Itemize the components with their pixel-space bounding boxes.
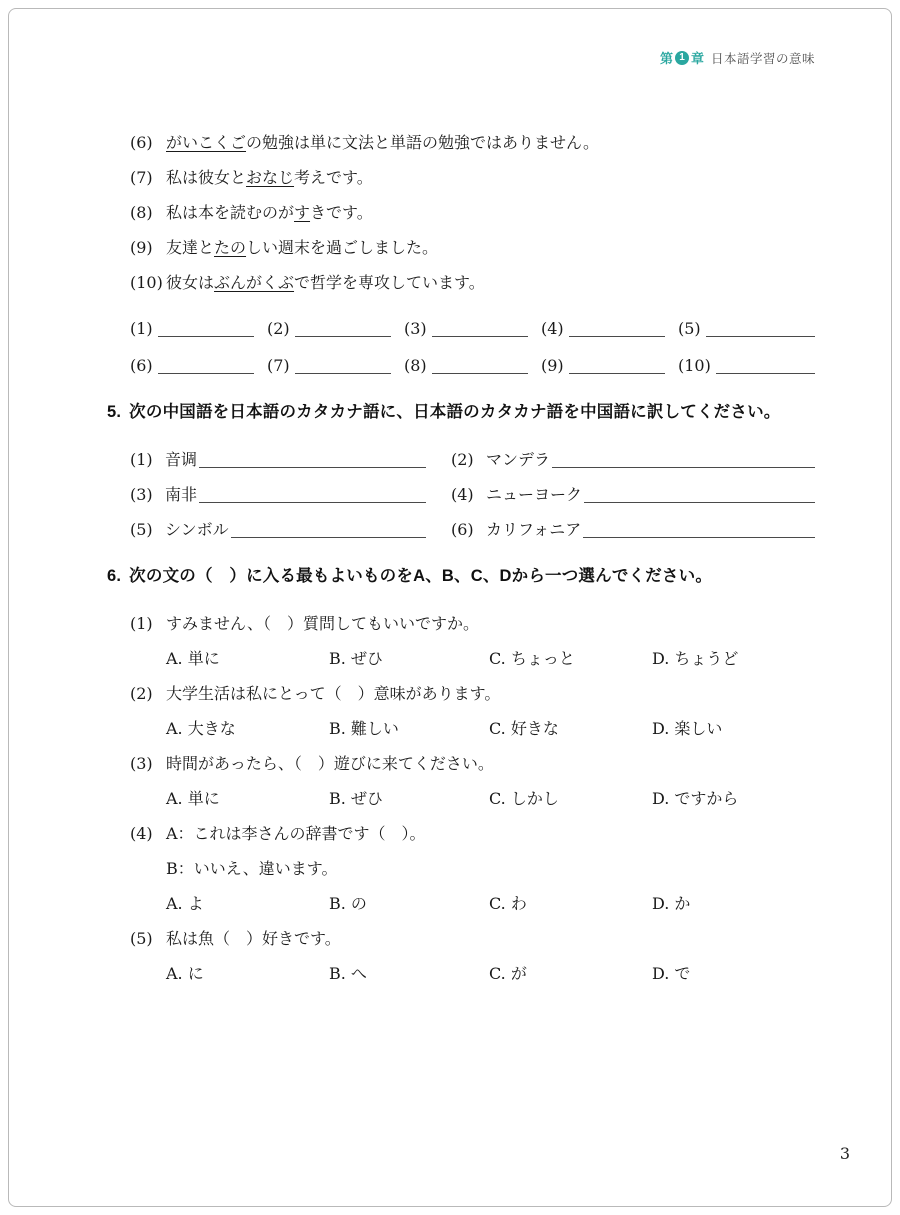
answer-blank [130, 318, 267, 340]
translation-item [130, 484, 426, 506]
question-3-options [166, 788, 815, 810]
option-b: B. ぜひ [329, 789, 383, 808]
sentence-pre: 私は本を読むのが [166, 203, 295, 222]
question-text-2: B：いいえ、違います。 [166, 859, 338, 878]
underlined-word: ぶんがくぶ [214, 273, 295, 292]
blank-line [584, 488, 815, 503]
blank-number: (3) [404, 319, 427, 338]
blank-number: (10) [678, 356, 711, 375]
item-number: (2) [451, 450, 474, 469]
fill-sentence-6 [130, 132, 815, 154]
blank-number: (1) [130, 319, 153, 338]
question-5 [130, 928, 815, 950]
fill-sentence-7 [130, 167, 815, 189]
question-3 [130, 753, 815, 775]
blank-line [295, 322, 391, 337]
translation-word: 南非 [165, 485, 198, 504]
blank-line [569, 322, 665, 337]
answer-blank [541, 318, 678, 340]
translation-item [130, 519, 426, 541]
question-1-options [166, 648, 815, 670]
underlined-word: おなじ [246, 168, 295, 187]
page-number: 3 [839, 1144, 850, 1163]
blank-line [552, 453, 815, 468]
answer-blank-row-2 [130, 355, 815, 377]
item-number: (5) [130, 520, 153, 539]
translation-item [451, 449, 815, 471]
sentence-pre: 友達と [166, 238, 215, 257]
item-number: (6) [451, 520, 474, 539]
question-2 [130, 683, 815, 705]
fill-sentence-9 [130, 237, 815, 259]
option-c: C. ちょっと [489, 649, 575, 668]
sentence-text [166, 237, 438, 259]
chapter-badge [660, 48, 704, 67]
blank-line [706, 322, 815, 337]
blank-line [432, 359, 528, 374]
translation-word: マンデラ [486, 450, 551, 469]
question-4-options [166, 893, 815, 915]
question-number: (5) [130, 929, 153, 948]
section6-heading [107, 565, 815, 587]
translation-row-3 [130, 519, 815, 541]
sentence-text [166, 132, 599, 154]
sentence-post: の勉強は単に文法と単語の勉強ではありません。 [246, 133, 599, 152]
underlined-word: す [294, 203, 311, 222]
question-number: (4) [130, 824, 153, 843]
answer-blank [267, 355, 404, 377]
option-c: C. が [489, 964, 527, 983]
option-a: A. に [166, 964, 204, 983]
option-d: D. で [652, 964, 691, 983]
blank-number: (6) [130, 356, 153, 375]
option-c: C. 好きな [489, 719, 559, 738]
item-number: (8) [130, 203, 153, 222]
underlined-word: たの [214, 238, 247, 257]
section6-number: 6. [107, 567, 122, 585]
answer-blank [541, 355, 678, 377]
option-d: D. か [652, 894, 691, 913]
answer-blank [678, 318, 815, 340]
option-a: A. 単に [166, 649, 220, 668]
section5-number: 5. [107, 403, 122, 421]
option-d: D. ちょうど [652, 649, 739, 668]
translation-item [451, 484, 815, 506]
question-4 [130, 823, 815, 845]
item-number: (6) [130, 133, 153, 152]
sentence-text [166, 167, 373, 189]
option-a: A. 大きな [166, 719, 236, 738]
sentence-post: 考えです。 [294, 168, 373, 187]
blank-line [158, 322, 254, 337]
question-4-line-2 [130, 858, 815, 880]
fill-sentence-8 [130, 202, 815, 224]
sentence-pre: 彼女は [166, 273, 215, 292]
section6-heading-text: 次の文の（ ）に入る最もよいものをA、B、C、Dから一つ選んでください。 [129, 567, 713, 585]
question-1 [130, 613, 815, 635]
blank-number: (8) [404, 356, 427, 375]
item-number: (10) [130, 273, 163, 292]
option-b: B. の [329, 894, 367, 913]
item-number: (3) [130, 485, 153, 504]
blank-line [716, 359, 815, 374]
blank-number: (4) [541, 319, 564, 338]
sentence-text [166, 202, 373, 224]
translation-word: カリフォニア [486, 520, 582, 539]
section5-heading [107, 401, 815, 423]
translation-item [451, 519, 815, 541]
fill-sentence-10 [130, 272, 815, 294]
answer-blank-row-1 [130, 318, 815, 340]
question-number: (1) [130, 614, 153, 633]
chapter-suffix: 章 [690, 51, 704, 66]
blank-line [569, 359, 665, 374]
answer-blank [404, 355, 541, 377]
question-number: (3) [130, 754, 153, 773]
question-text: すみません、（ ）質問してもいいですか。 [166, 614, 479, 633]
option-d: D. 楽しい [652, 719, 723, 738]
page-content [107, 132, 815, 998]
chapter-prefix: 第 [659, 51, 673, 66]
blank-line [432, 322, 528, 337]
page-header [660, 48, 815, 67]
item-number: (9) [130, 238, 153, 257]
sentence-pre: 私は彼女と [166, 168, 247, 187]
blank-number: (5) [678, 319, 701, 338]
sentence-post: きです。 [310, 203, 373, 222]
blank-number: (7) [267, 356, 290, 375]
question-number-spacer [130, 858, 166, 880]
sentence-text [166, 272, 485, 294]
option-b: B. へ [329, 964, 367, 983]
translation-row-2 [130, 484, 815, 506]
translation-word: シンボル [165, 520, 229, 539]
item-number: (7) [130, 168, 153, 187]
blank-line [199, 453, 426, 468]
answer-blank [678, 355, 815, 377]
translation-row-1 [130, 449, 815, 471]
option-d: D. ですから [652, 789, 739, 808]
blank-number: (2) [267, 319, 290, 338]
blank-line [231, 523, 426, 538]
answer-blank [404, 318, 541, 340]
option-c: C. わ [489, 894, 527, 913]
question-text: 大学生活は私にとって（ ）意味があります。 [166, 684, 501, 703]
section5-heading-text: 次の中国語を日本語のカタカナ語に、日本語のカタカナ語を中国語に訳してください。 [129, 403, 781, 421]
item-number: (4) [451, 485, 474, 504]
chapter-title: 日本語学習の意味 [710, 51, 815, 66]
option-a: A. 単に [166, 789, 220, 808]
sentence-post: しい週末を過ごしました。 [246, 238, 439, 257]
blank-line [295, 359, 391, 374]
question-5-options [166, 963, 815, 985]
question-text: 時間があったら、（ ）遊びに来てください。 [166, 754, 494, 773]
translation-word: ニューヨーク [486, 485, 583, 504]
question-text: 私は魚（ ）好きです。 [166, 929, 341, 948]
chapter-number-circle: 1 [675, 51, 689, 65]
blank-line [583, 523, 815, 538]
answer-blank [267, 318, 404, 340]
option-b: B. ぜひ [329, 649, 383, 668]
underlined-word: がいこくご [166, 133, 247, 152]
blank-line [199, 488, 426, 503]
option-b: B. 難しい [329, 719, 399, 738]
item-number: (1) [130, 450, 153, 469]
blank-line [158, 359, 254, 374]
blank-number: (9) [541, 356, 564, 375]
question-text: A：これは李さんの辞書です（ ）。 [166, 824, 426, 843]
answer-blank [130, 355, 267, 377]
option-a: A. よ [166, 894, 204, 913]
option-c: C. しかし [489, 789, 559, 808]
sentence-post: で哲学を専攻しています。 [294, 273, 485, 292]
question-number: (2) [130, 684, 153, 703]
question-2-options [166, 718, 815, 740]
translation-item [130, 449, 426, 471]
translation-word: 音调 [165, 450, 198, 469]
